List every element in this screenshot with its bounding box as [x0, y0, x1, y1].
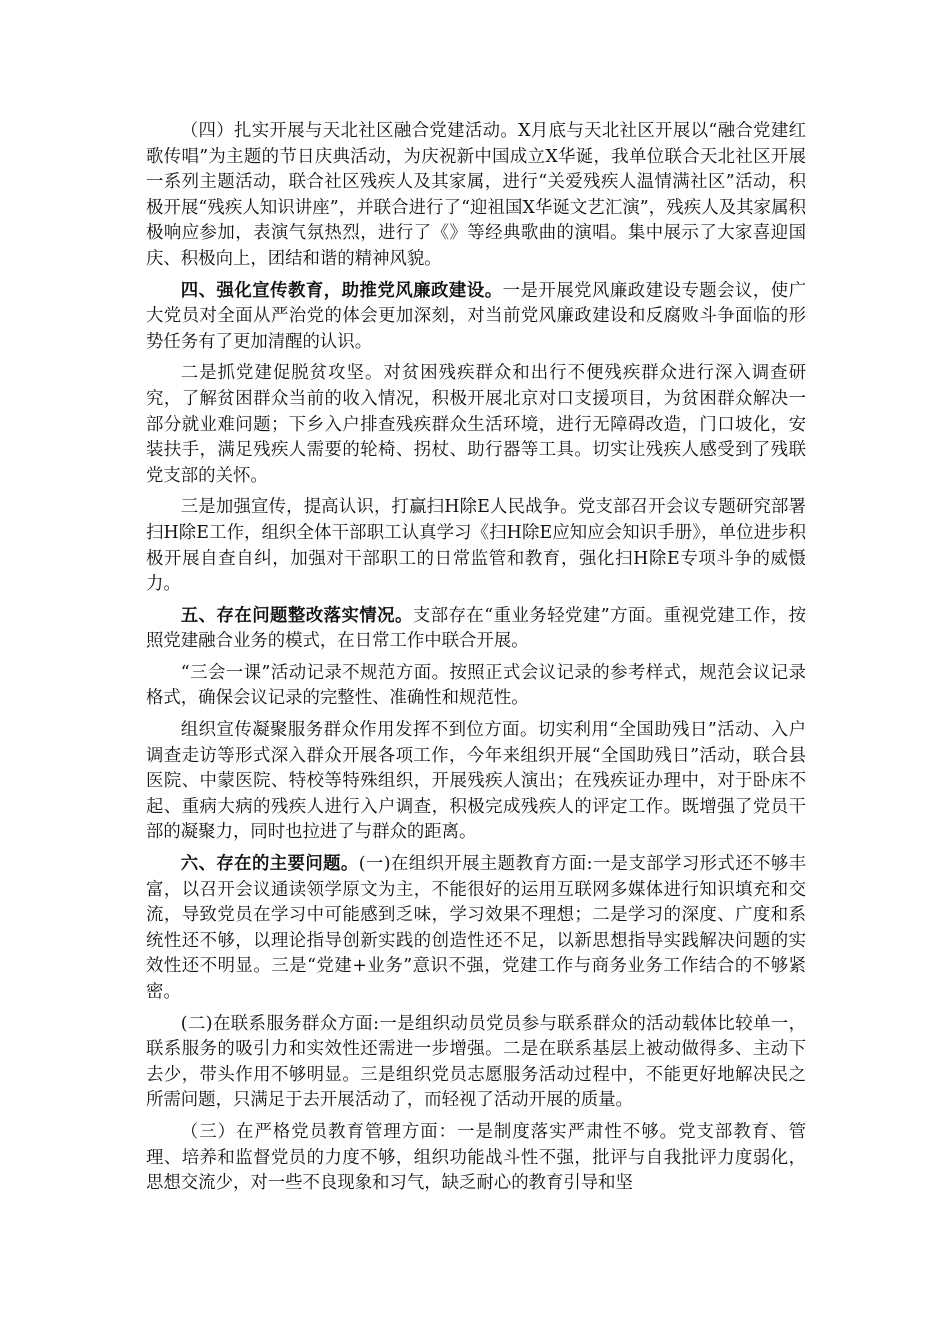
paragraph-heading: 六、存在的主要问题。 — [180, 854, 359, 875]
paragraph-text: 一是开展党风廉政建设专题会议，使广大党员对全面从严治党的体会更加深刻，对当前党风廉政建设和反腐败斗争面临的形势任务有了更加清醒的认识。 — [146, 280, 806, 352]
paragraph-1 — [146, 119, 806, 273]
paragraph-9 — [146, 1012, 806, 1114]
paragraph-text: “三会一课”活动记录不规范方面。按照正式会议记录的参考样式，规范会议记录格式，确保会议记录的完整性、准确性和规范性。 — [146, 662, 806, 709]
paragraph-8 — [146, 852, 806, 1006]
paragraph-7 — [146, 718, 806, 846]
paragraph-6 — [146, 661, 806, 712]
paragraph-text: （三）在严格党员教育管理方面：一是制度落实严肃性不够。党支部教育、管理、培养和监督党员的力度不够，组织功能战斗性不强，批评与自我批评力度弱化，思想交流少，对一些不良现象和习气，缺乏耐心的教育引导和坚 — [146, 1121, 806, 1194]
paragraph-10 — [146, 1120, 806, 1197]
document-body — [146, 119, 806, 1203]
paragraph-text: (二)在联系服务群众方面:一是组织动员党员参与联系群众的活动载体比较单一，联系服务的吸引力和实效性还需进一步增强。二是在联系基层上被动做得多、主动下去少，带头作用不够明显。三是组织党员志愿服务活动过程中，不能更好地解决民之所需问题，只满足于去开展活动了，而轻视了活动开展的质量。 — [146, 1013, 806, 1111]
paragraph-text: 三是加强宣传，提高认识，打赢扫H除E人民战争。党支部召开会议专题研究部署扫H除E工作，组织全体干部职工认真学习《扫H除E应知应会知识手册》，单位进步积极开展自查自纠，加强对干部职工的日常监管和教育，强化扫H除E专项斗争的威慑力。 — [146, 497, 806, 595]
paragraph-3 — [146, 361, 806, 489]
paragraph-text: (一)在组织开展主题教育方面:一是支部学习形式还不够丰富，以召开会议通读领学原文为主，不能很好的运用互联网多媒体进行知识填充和交流，导致党员在学习中可能感到乏味，学习效果不理想；二是学习的深度、广度和系统性还不够，以理论指导创新实践的创造性还不足，以新思想指导实践解决问题的实效性还不明显。三是“党建+业务”意识不强，党建工作与商务业务工作结合的不够紧密。 — [146, 854, 806, 1002]
paragraph-heading: 五、存在问题整改落实情况。 — [180, 605, 413, 626]
paragraph-text: 组织宣传凝聚服务群众作用发挥不到位方面。切实利用“全国助残日”活动、入户调查走访等形式深入群众开展各项工作，今年来组织开展“全国助残日”活动，联合县医院、中蒙医院、特校等特殊组织，开展残疾人演出；在残疾证办理中，对于卧床不起、重病大病的残疾人进行入户调查，积极完成残疾人的评定工作。既增强了党员干部的凝聚力，同时也拉进了与群众的距离。 — [146, 720, 806, 843]
paragraph-2 — [146, 279, 806, 356]
paragraph-text: 二是抓党建促脱贫攻坚。对贫困残疾群众和出行不便残疾群众进行深入调查研究，了解贫困群众当前的收入情况，积极开展北京对口支援项目，为贫困群众解决一部分就业难问题；下乡入户排查残疾群众生活环境，进行无障碍改造，门口坡化，安装扶手，满足残疾人需要的轮椅、拐杖、助行器等工具。切实让残疾人感受到了残联党支部的关怀。 — [146, 363, 806, 486]
paragraph-4 — [146, 495, 806, 597]
paragraph-heading: 四、强化宣传教育，助推党风廉政建设。 — [180, 280, 503, 301]
paragraph-text: 支部存在“重业务轻党建”方面。重视党建工作，按照党建融合业务的模式，在日常工作中联合开展。 — [146, 605, 806, 652]
paragraph-5 — [146, 604, 806, 655]
paragraph-text: （四）扎实开展与天北社区融合党建活动。X月底与天北社区开展以“融合党建红歌传唱”为主题的节日庆典活动，为庆祝新中国成立X华诞，我单位联合天北社区开展一系列主题活动，联合社区残疾人及其家属，进行“关爱残疾人温情满社区”活动，积极开展“残疾人知识讲座”，并联合进行了“迎祖国X华诞文艺汇演”，残疾人及其家属积极响应参加，表演气氛热烈，进行了《》等经典歌曲的演唱。集中展示了大家喜迎国庆、积极向上，团结和谐的精神风貌。 — [146, 121, 806, 269]
